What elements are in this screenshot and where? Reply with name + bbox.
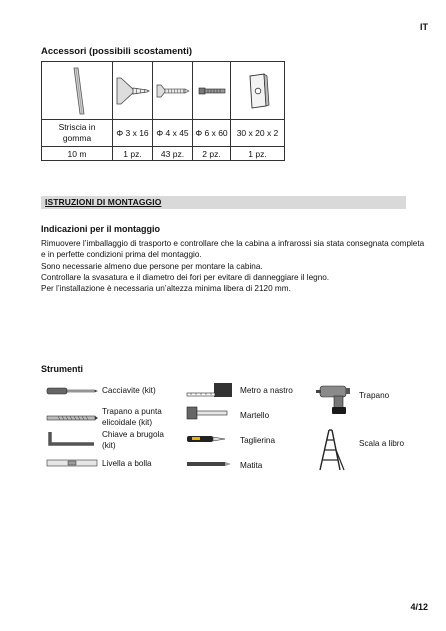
tool-label: Livella a bolla [102, 459, 152, 468]
accessory-cell [193, 62, 231, 120]
instructions-body [41, 238, 425, 294]
screwdriver-icon [46, 385, 98, 397]
tool-label: Scala a libro [359, 439, 405, 448]
tools-heading: Strumenti [41, 364, 84, 374]
instruction-line: Per l’installazione è necessaria un’altezza minima libera di 2120 mm. [41, 284, 291, 294]
accessory-cell [42, 62, 113, 120]
tool-label: Martello [240, 411, 270, 420]
accessory-cell [153, 62, 193, 120]
accessory-label: 30 x 20 x 2 [231, 120, 285, 147]
accessory-quantity: 2 pz. [193, 147, 231, 161]
accessory-quantity: 1 pz. [113, 147, 153, 161]
accessory-quantity: 1 pz. [231, 147, 285, 161]
rubber-strip-icon [62, 66, 92, 116]
accessories-image-row [42, 62, 285, 120]
ladder-icon [318, 428, 346, 472]
accessories-table [41, 61, 285, 161]
language-label: IT [420, 22, 428, 32]
accessory-cell [113, 62, 153, 120]
drill-bit-icon [46, 413, 98, 423]
accessories-title: Accessori (possibili scostamenti) [41, 46, 192, 57]
instruction-line: e in perfette condizioni prima del montaggio. [41, 250, 202, 260]
screw-small-icon [115, 76, 151, 106]
accessory-quantity: 43 pz. [153, 147, 193, 161]
accessory-cell [231, 62, 285, 120]
section-title: ISTRUZIONI DI MONTAGGIO [45, 197, 162, 207]
tool-label: Cacciavite (kit) [102, 386, 156, 395]
accessory-label: Striscia in gomma [42, 120, 113, 147]
accessory-label: Φ 6 x 60 [193, 120, 231, 147]
section-header [41, 196, 406, 209]
tool-label: Chiave a brugola (kit) [102, 430, 164, 450]
accessory-label: Φ 3 x 16 [113, 120, 153, 147]
accessories-quantity-row [42, 147, 285, 161]
spirit-level-icon [46, 458, 98, 468]
drill-icon [316, 382, 356, 416]
tool-label: Trapano a punta elicoidale (kit) [102, 407, 162, 427]
hammer-icon [186, 405, 228, 421]
instructions-heading: Indicazioni per il montaggio [41, 224, 161, 234]
cutter-icon [186, 433, 228, 445]
accessories-label-row [42, 120, 285, 147]
instruction-line: Sono necessarie almeno due persone per montare la cabina. [41, 261, 263, 271]
tool-label: Metro a nastro [240, 386, 293, 395]
tape-measure-icon [186, 382, 234, 400]
tool-label: Taglierina [240, 436, 276, 445]
tool-label: Matita [240, 461, 263, 470]
wall-plug-icon [197, 85, 227, 97]
accessory-quantity: 10 m [42, 147, 113, 161]
accessory-label: Φ 4 x 45 [153, 120, 193, 147]
tool-label: Trapano [359, 391, 390, 400]
instruction-line: Rimuovere l’imballaggio di trasporto e controllare che la cabina a infrarossi sia stata consegnata completa [41, 239, 425, 248]
page-number: 4/12 [410, 602, 428, 612]
screw-long-icon [156, 81, 190, 101]
allen-key-icon [46, 430, 98, 448]
bracket-plate-icon [246, 72, 270, 110]
pencil-icon [186, 460, 232, 468]
instruction-line: Controllare la svasatura e il diametro dei fori per evitare di danneggiare il legno. [41, 272, 330, 282]
